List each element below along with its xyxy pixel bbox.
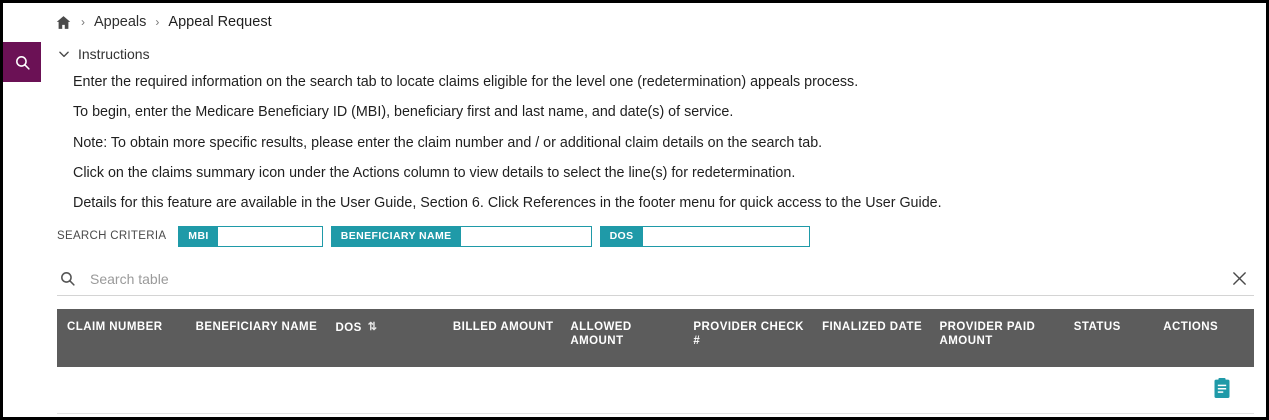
claims-table <box>57 309 1254 414</box>
column-header-finalized-date[interactable] <box>812 309 929 367</box>
breadcrumb-item-appeal-request[interactable]: Appeal Request <box>168 14 272 30</box>
mbi-input[interactable] <box>218 227 322 246</box>
breadcrumb <box>41 3 1266 41</box>
cell-dos <box>325 367 442 413</box>
criteria-field-dos <box>600 226 810 247</box>
claims-table-body <box>57 367 1254 413</box>
cell-billed-amount <box>443 367 560 413</box>
main-content <box>41 3 1266 417</box>
column-header-status-label: STATUS <box>1073 321 1121 334</box>
column-header-provider-check[interactable] <box>683 309 812 367</box>
column-header-provider-paid-amount[interactable] <box>930 309 1064 367</box>
breadcrumb-item-appeals[interactable]: Appeals <box>94 14 147 30</box>
instruction-line-4: Click on the claims summary icon under the Actions column to view details to select the line(s) for redetermination. <box>73 164 796 181</box>
sort-arrow-icon[interactable]: ⇅ <box>367 321 378 334</box>
home-icon[interactable] <box>55 14 72 31</box>
cell-beneficiary-name <box>186 367 326 413</box>
column-header-billed-amount[interactable] <box>443 309 560 367</box>
dos-input[interactable] <box>643 227 809 246</box>
column-header-beneficiary-name[interactable] <box>186 309 326 367</box>
instructions-body <box>41 67 1266 212</box>
column-header-finalized-date-label: FINALIZED DATE <box>822 321 923 334</box>
column-header-dos-label: DOS <box>335 322 362 335</box>
search-icon <box>14 54 31 71</box>
column-header-claim-number-label: CLAIM NUMBER <box>67 321 163 334</box>
column-header-actions <box>1153 309 1254 367</box>
column-header-provider-check-label: PROVIDER CHECK # <box>693 321 804 348</box>
instruction-line-3: Note: To obtain more specific results, please enter the claim number and / or additional claim details on the search tab. <box>73 134 823 151</box>
column-header-status[interactable] <box>1064 309 1153 367</box>
cell-claim-number <box>57 367 186 413</box>
cell-actions <box>1153 367 1254 413</box>
instruction-line-5: Details for this feature are available in the User Guide, Section 6. Click References in the footer menu for quick access to the User Guide. <box>73 195 942 212</box>
criteria-tag-beneficiary-name: BENEFICIARY NAME <box>332 227 461 246</box>
criteria-tag-dos: DOS <box>601 227 643 246</box>
cell-finalized-date <box>812 367 929 413</box>
column-header-allowed-amount[interactable] <box>560 309 683 367</box>
search-icon <box>59 270 76 287</box>
column-header-claim-number[interactable] <box>57 309 186 367</box>
column-header-billed-amount-label: BILLED AMOUNT <box>452 321 554 334</box>
close-icon[interactable] <box>1231 270 1248 287</box>
cell-provider-paid-amount <box>930 367 1064 413</box>
search-criteria-row <box>41 224 1266 248</box>
cell-provider-check <box>683 367 812 413</box>
claims-table-header <box>57 309 1254 367</box>
left-rail <box>3 3 41 417</box>
cell-status <box>1064 367 1153 413</box>
chevron-down-icon <box>57 47 71 61</box>
column-header-actions-label: ACTIONS <box>1163 321 1219 334</box>
search-criteria-label: SEARCH CRITERIA <box>57 230 167 243</box>
column-header-beneficiary-name-label: BENEFICIARY NAME <box>195 321 318 334</box>
criteria-field-mbi <box>178 226 322 247</box>
column-header-allowed-amount-label: ALLOWED AMOUNT <box>570 321 632 348</box>
table-row[interactable] <box>57 367 1254 413</box>
claims-table-wrapper <box>57 309 1254 414</box>
breadcrumb-separator-2: › <box>155 15 160 29</box>
app-window <box>3 3 1266 417</box>
instructions-toggle[interactable] <box>41 41 1266 67</box>
cell-allowed-amount <box>560 367 683 413</box>
table-search-bar <box>57 262 1254 296</box>
column-header-provider-paid-amount-label: PROVIDER PAID AMOUNT <box>939 321 1036 348</box>
table-header-row <box>57 309 1254 367</box>
claims-summary-icon[interactable] <box>1212 377 1232 404</box>
rail-search-button[interactable] <box>3 42 41 82</box>
criteria-tag-mbi: MBI <box>179 227 217 246</box>
instructions-label: Instructions <box>78 46 150 62</box>
search-table-input[interactable] <box>88 270 1231 288</box>
beneficiary-name-input[interactable] <box>461 227 591 246</box>
breadcrumb-separator-1: › <box>81 15 85 29</box>
instruction-line-1: Enter the required information on the search tab to locate claims eligible for the level one (redetermination) appeals process. <box>73 74 859 90</box>
criteria-field-beneficiary-name <box>331 226 592 247</box>
column-header-dos[interactable] <box>325 309 442 367</box>
instruction-line-2: To begin, enter the Medicare Beneficiary ID (MBI), beneficiary first and last name, and date(s) of service. <box>73 104 734 121</box>
